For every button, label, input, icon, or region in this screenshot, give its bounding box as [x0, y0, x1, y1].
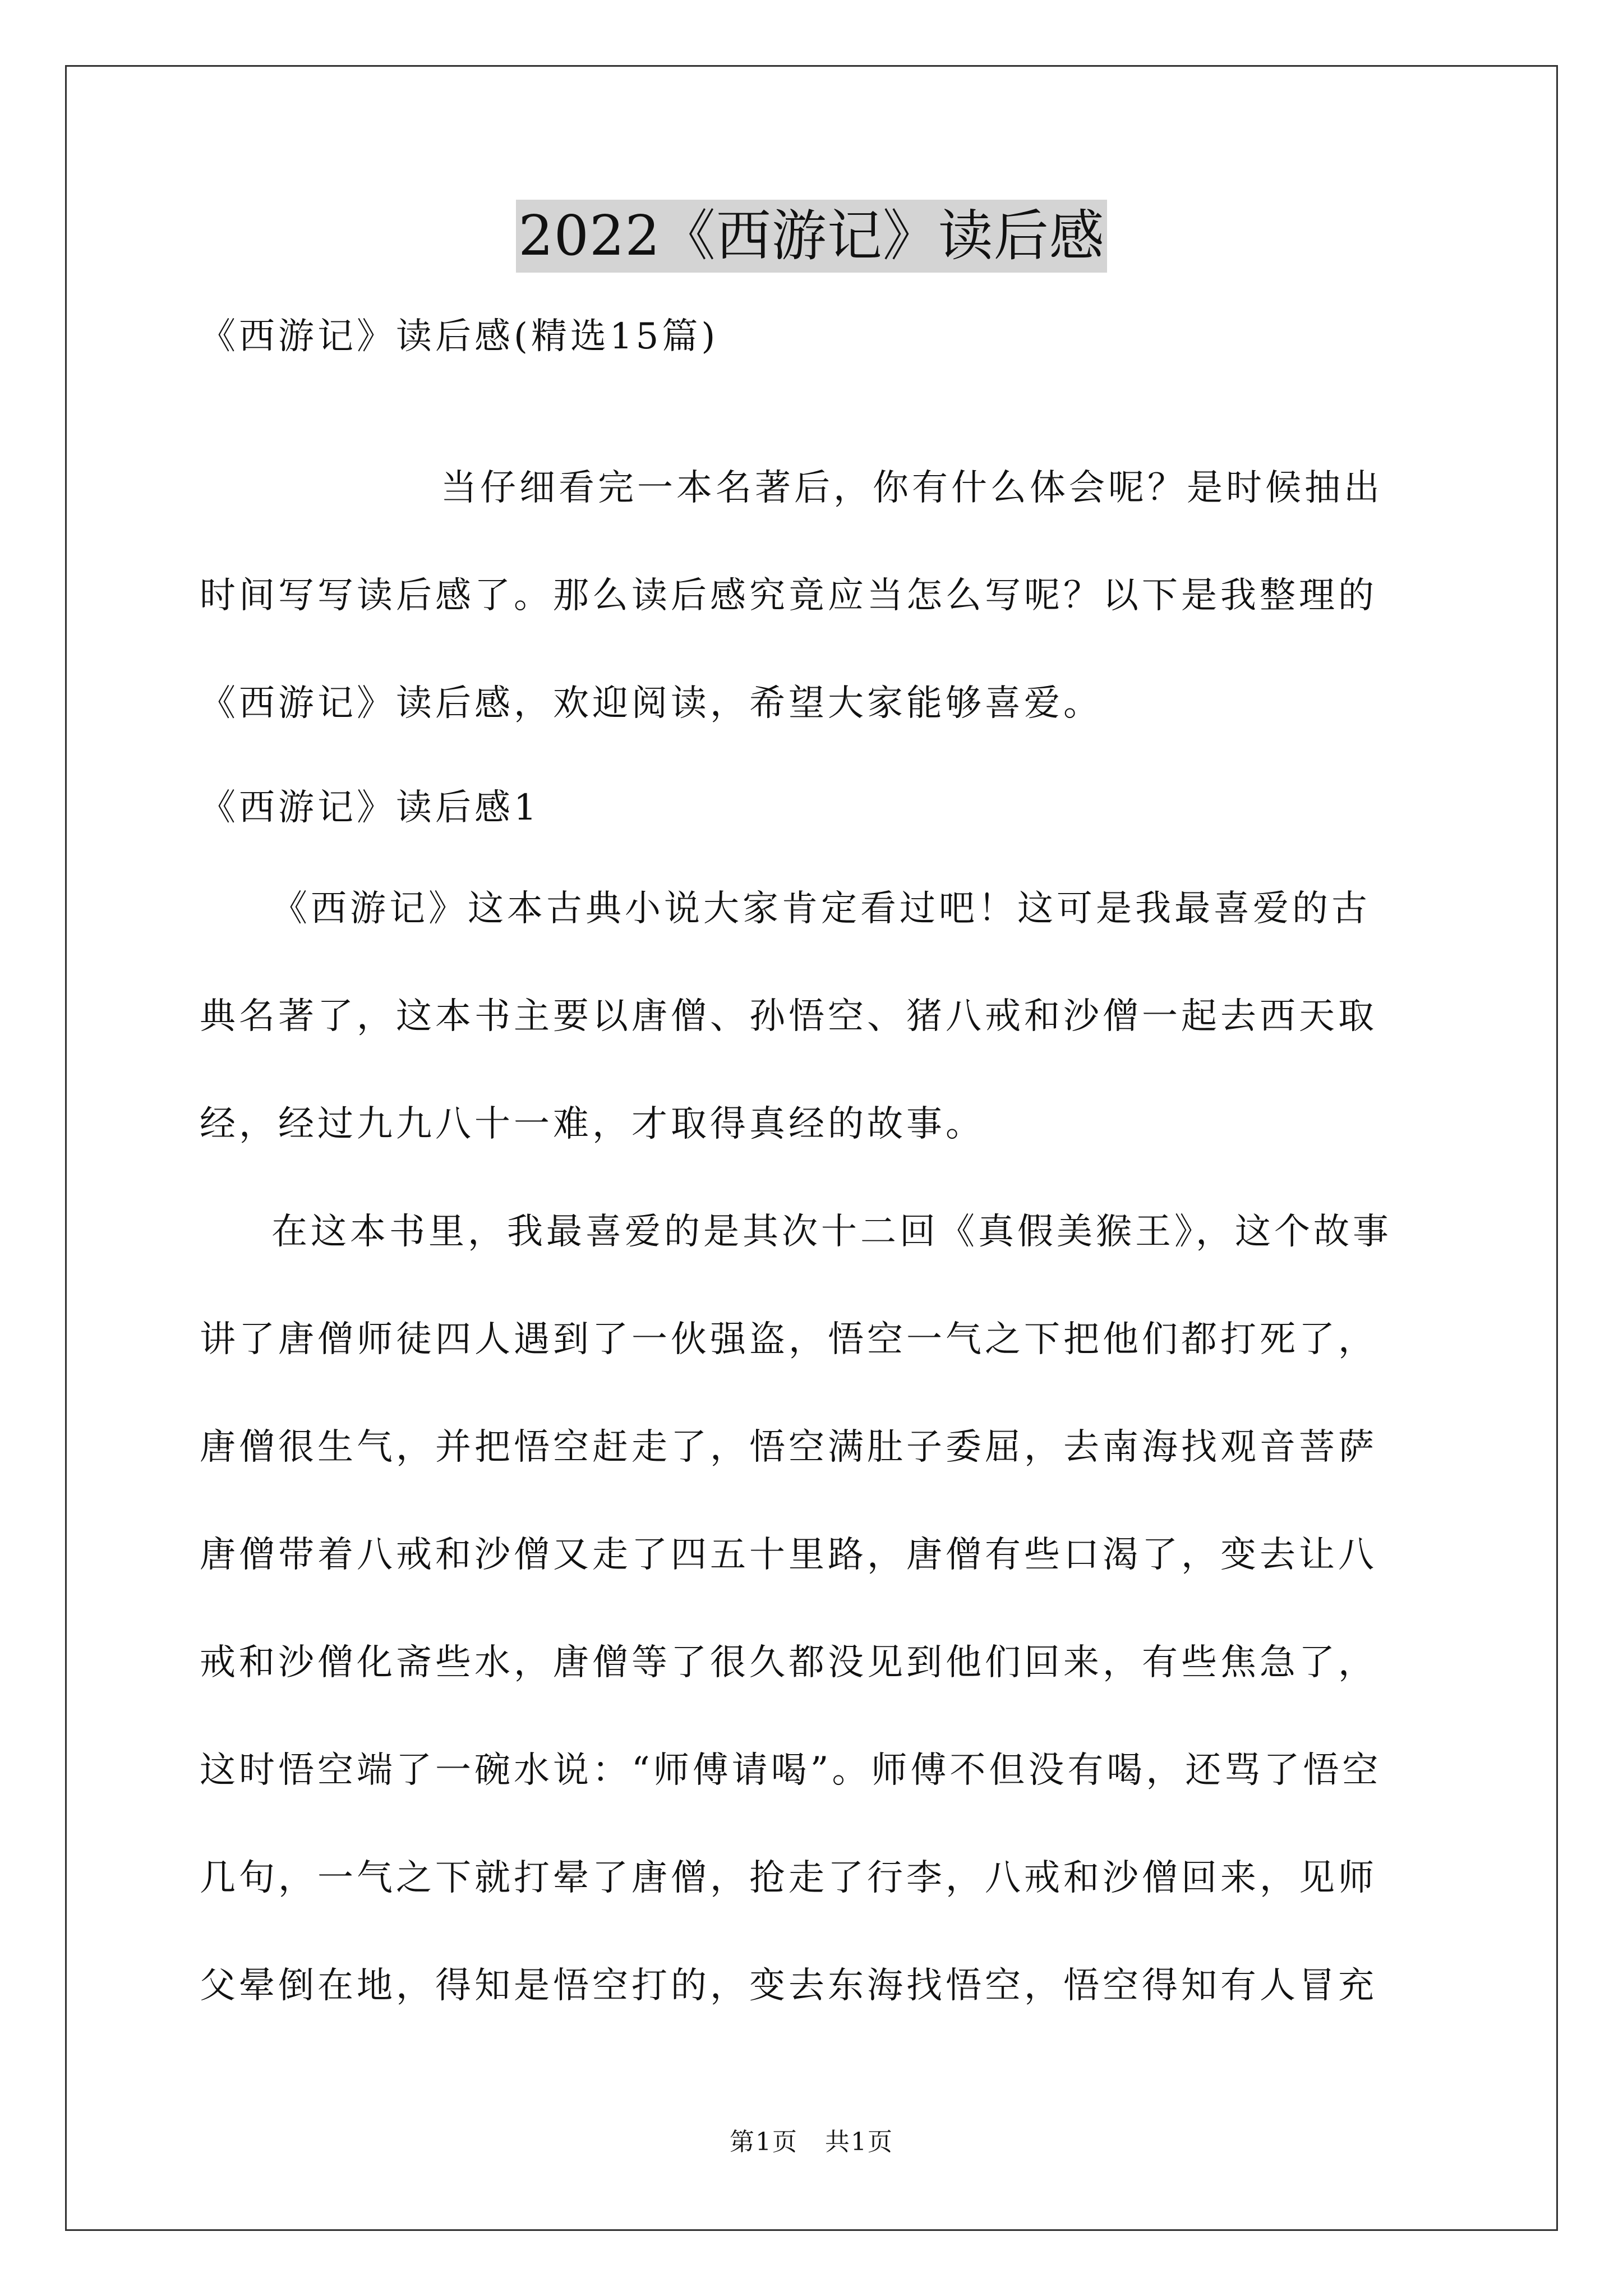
para1-line-2: 典名著了，这本书主要以唐僧、孙悟空、猪八戒和沙僧一起去西天取: [200, 996, 1377, 1037]
para2-line-8: 父晕倒在地，得知是悟空打的，变去东海找悟空，悟空得知有人冒充: [200, 1965, 1377, 2007]
para2-line-5: 戒和沙僧化斋些水，唐僧等了很久都没见到他们回来，有些焦急了，: [200, 1642, 1377, 1683]
section-heading: 《西游记》读后感1: [200, 787, 540, 829]
para2-line-2: 讲了唐僧师徒四人遇到了一伙强盗，悟空一气之下把他们都打死了，: [200, 1319, 1377, 1360]
para2-line-6: 这时悟空端了一碗水说：“师傅请喝”。师傅不但没有喝，还骂了悟空: [200, 1750, 1382, 1791]
para2-line-1: 在这本书里，我最喜爱的是其次十二回《真假美猴王》，这个故事: [271, 1211, 1392, 1253]
page-border: [65, 65, 1558, 2231]
document-subtitle: 《西游记》读后感(精选15篇): [200, 316, 719, 357]
title-container: [0, 200, 1623, 273]
intro-line-3: 《西游记》读后感，欢迎阅读，希望大家能够喜爱。: [200, 683, 1103, 724]
para1-line-1: 《西游记》这本古典小说大家肯定看过吧！这可是我最喜爱的古: [271, 888, 1371, 930]
intro-line-1: 当仔细看完一本名著后，你有什么体会呢？是时候抽出: [441, 467, 1383, 509]
para1-line-3: 经，经过九九八十一难，才取得真经的故事。: [200, 1103, 985, 1145]
para2-line-4: 唐僧带着八戒和沙僧又走了四五十里路，唐僧有些口渴了，变去让八: [200, 1534, 1377, 1576]
para2-line-7: 几句，一气之下就打晕了唐僧，抢走了行李，八戒和沙僧回来，见师: [200, 1857, 1377, 1899]
para2-line-3: 唐僧很生气，并把悟空赶走了，悟空满肚子委屈，去南海找观音菩萨: [200, 1427, 1377, 1468]
document-title: 2022《西游记》读后感: [516, 200, 1106, 273]
intro-line-2: 时间写写读后感了。那么读后感究竟应当怎么写呢？以下是我整理的: [200, 575, 1377, 616]
page-footer: 第1页 共1页: [730, 2128, 893, 2156]
